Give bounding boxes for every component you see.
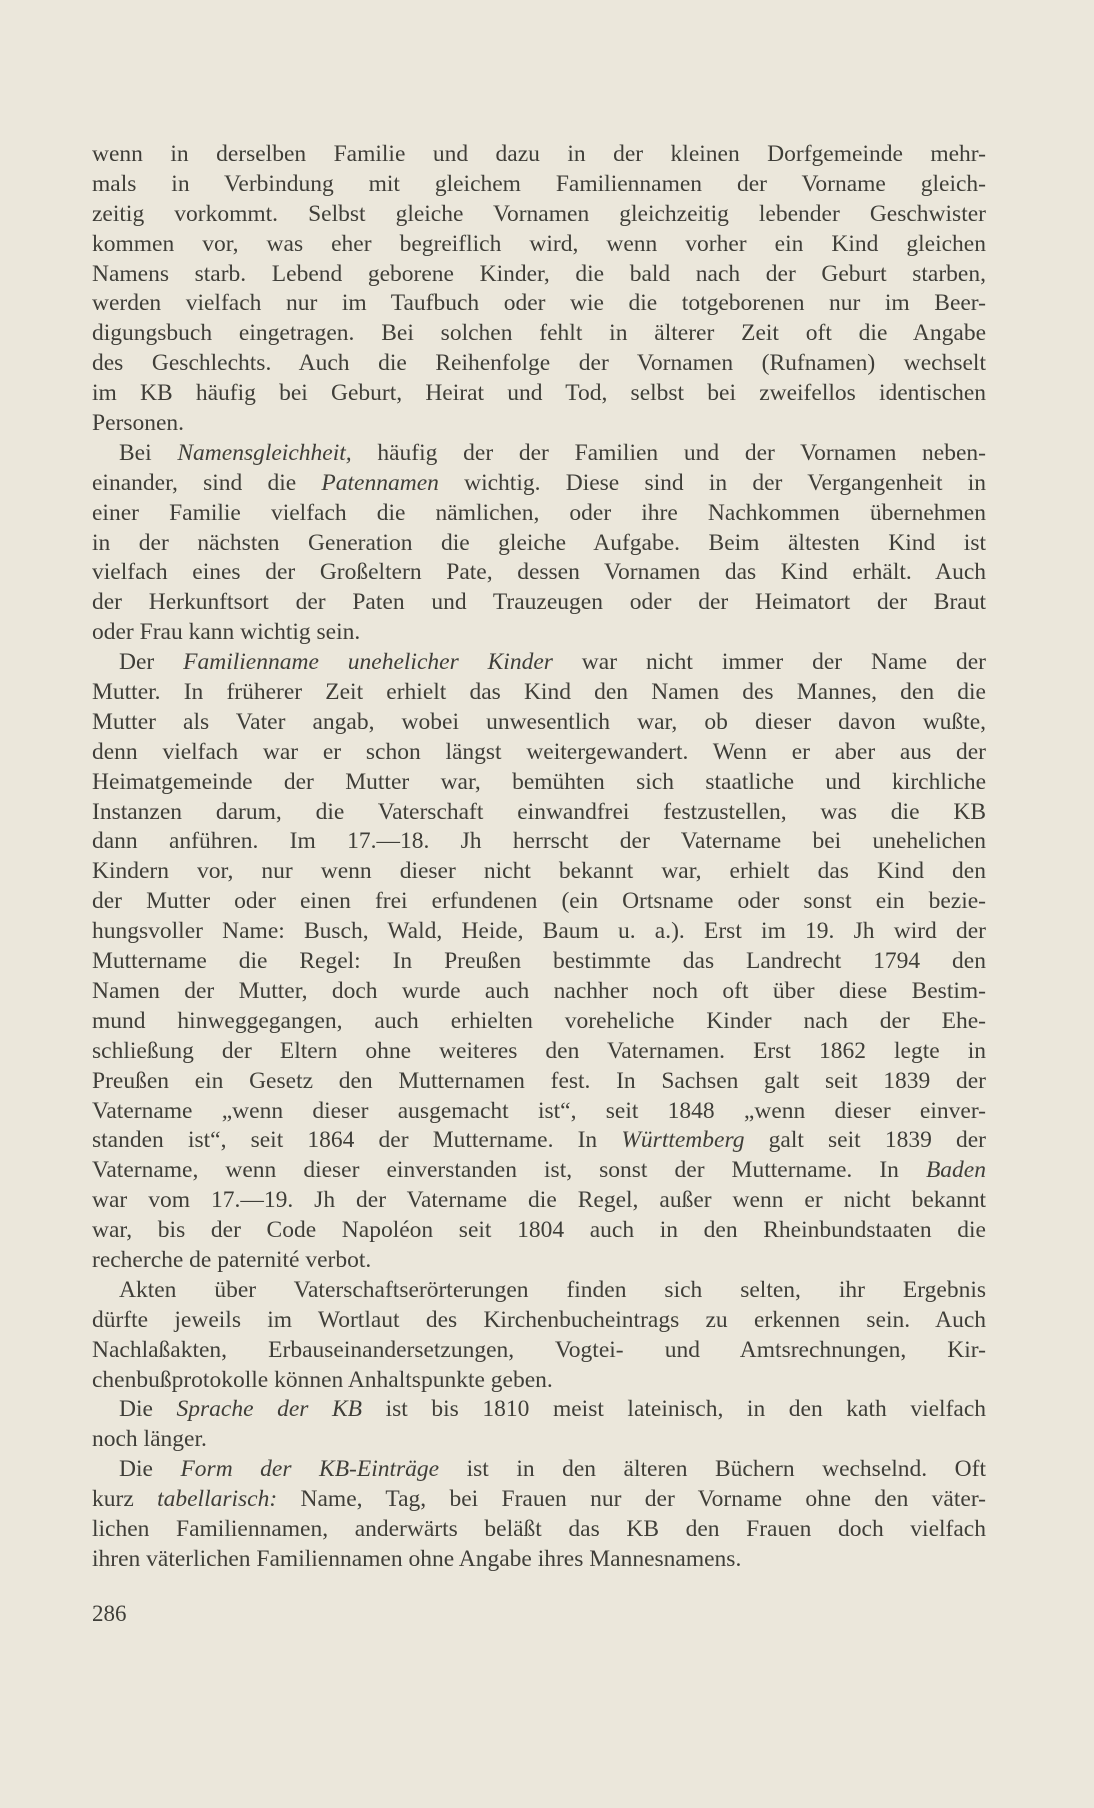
text-line [92,1515,986,1545]
text-segment: ist bis 1810 meist lateinisch, in den kath vielfach [362,1396,986,1423]
text-line [92,1485,986,1515]
text-line [92,1126,986,1156]
emphasis-text: Württemberg [621,1127,745,1154]
paragraph [92,140,986,439]
emphasis-text: Form der KB-Einträge [180,1456,440,1483]
text-line [92,798,986,828]
text-line [92,379,986,409]
text-segment: wenn in derselben Familie und dazu in der kleinen Dorfgemeinde mehr- [92,141,986,167]
text-segment: Die [119,1456,181,1483]
text-segment: Muttername die Regel: In Preußen bestimmte das Landrecht 1794 den [92,948,986,975]
text-line [92,1336,986,1366]
text-segment: wichtig. Diese sind in der Vergangenheit in [438,469,987,496]
text-line [92,439,986,469]
text-line [92,768,986,798]
text-line [92,1007,986,1037]
text-line [92,738,986,768]
text-line [92,648,986,678]
text-line [92,1037,986,1067]
paragraph [92,1276,986,1396]
text-segment: zeitig vorkommt. Selbst gleiche Vornamen gleichzeitig lebender Geschwister [92,200,986,227]
text-line [92,260,986,290]
text-segment: Name, Tag, bei Frauen nur der Vorname ohne den väter- [277,1486,986,1513]
text-segment: werden vielfach nur im Taufbuch oder wie die totgeborenen nur im Beer- [92,290,986,317]
text-line [92,349,986,379]
paragraph [92,1455,986,1575]
text-segment: einer Familie vielfach die nämlichen, oder ihre Nachkommen übernehmen [92,499,986,526]
text-line [92,917,986,947]
text-line [92,230,986,260]
text-segment: Preußen ein Gesetz den Mutternamen fest. In Sachsen galt seit 1839 der [92,1067,986,1094]
text-segment: hungsvoller Name: Busch, Wald, Heide, Baum u. a.). Erst im 19. Jh wird der [92,918,986,945]
text-line [92,319,986,349]
text-segment: noch länger. [92,1426,207,1453]
text-line [92,1156,986,1186]
text-segment: Bei [119,439,178,466]
text-line [92,529,986,559]
text-line [92,1366,986,1396]
emphasis-text: tabellarisch: [157,1486,278,1513]
text-segment: mund hinweggegangen, auch erhielten voreheliche Kinder nach der Ehe- [92,1007,986,1034]
body-text [92,140,986,1575]
text-line [92,1545,986,1575]
text-line [92,887,986,917]
paragraph [92,648,986,1276]
text-segment: Namen der Mutter, doch wurde auch nachher noch oft über diese Bestim- [92,977,986,1004]
text-segment: digungsbuch eingetragen. Bei solchen fehlt in älterer Zeit oft die Angabe [92,320,986,347]
text-line [92,708,986,738]
text-line [92,1097,986,1127]
emphasis-text: Sprache der KB [176,1396,363,1423]
text-segment: des Geschlechts. Auch die Reihenfolge der Vornamen (Rufnamen) wechselt [92,350,986,377]
text-segment: in der nächsten Generation die gleiche Aufgabe. Beim ältesten Kind ist [92,529,986,556]
text-segment: im KB häufig bei Geburt, Heirat und Tod, selbst bei zweifellos identischen [92,380,986,407]
text-segment: Personen. [92,410,185,437]
paragraph [92,439,986,648]
text-segment: war nicht immer der Name der [552,649,987,676]
text-segment: Akten über Vaterschaftserörterungen finden sich selten, ihr Ergebnis [119,1276,986,1303]
text-segment: Mutter. In früherer Zeit erhielt das Kind den Namen des Mannes, den die [92,679,986,706]
text-line [92,618,986,648]
text-segment: dürfte jeweils im Wortlaut des Kirchenbucheintrags zu erkennen sein. Auch [92,1306,986,1333]
text-segment: war vom 17.—19. Jh der Vatername die Regel, außer wenn er nicht bekannt [92,1187,986,1214]
text-line [92,588,986,618]
text-line [92,469,986,499]
text-segment: lichen Familiennamen, anderwärts beläßt das KB den Frauen doch vielfach [92,1515,986,1542]
text-line [92,678,986,708]
emphasis-text: Namensgleichheit, [177,439,352,466]
text-segment: Namens starb. Lebend geborene Kinder, die bald nach der Geburt starben, [92,260,986,287]
text-segment: Nachlaßakten, Erbauseinandersetzungen, Vogtei- und Amtsrechnungen, Kir- [92,1336,986,1363]
paragraph [92,1395,986,1455]
text-segment: Vatername, wenn dieser einverstanden ist, sonst der Muttername. In [92,1157,926,1184]
text-line [92,1395,986,1425]
text-segment: standen ist“, seit 1864 der Muttername. In [92,1127,622,1154]
text-line [92,1276,986,1306]
text-segment: schließung der Eltern ohne weiteres den Vaternamen. Erst 1862 legte in [92,1037,986,1064]
page-number: 286 [92,1601,127,1626]
text-segment: dann anführen. Im 17.—18. Jh herrscht der Vatername bei unehelichen [92,828,986,855]
text-segment: der Mutter oder einen frei erfundenen (ein Ortsname oder sonst ein bezie- [92,888,986,915]
text-segment: galt seit 1839 der [744,1127,986,1154]
text-line [92,1246,986,1276]
text-line [92,409,986,439]
text-line [92,140,986,170]
text-segment: recherche de paternité verbot. [92,1246,372,1273]
text-line [92,499,986,529]
text-segment: Mutter als Vater angab, wobei unwesentlich war, ob dieser davon wußte, [92,708,986,735]
text-segment: oder Frau kann wichtig sein. [92,619,361,646]
text-segment: Heimatgemeinde der Mutter war, bemühten sich staatliche und kirchliche [92,768,986,795]
text-segment: ihren väterlichen Familiennamen ohne Angabe ihres Mannesnamens. [92,1545,742,1572]
text-line [92,1455,986,1485]
text-line [92,1067,986,1097]
text-line [92,1425,986,1455]
text-line [92,170,986,200]
text-segment: kommen vor, was eher begreiflich wird, wenn vorher ein Kind gleichen [92,230,986,257]
text-line [92,857,986,887]
text-line [92,558,986,588]
text-segment: kurz [92,1486,158,1513]
text-line [92,1306,986,1336]
text-line [92,200,986,230]
text-segment: einander, sind die [92,469,322,496]
text-line [92,827,986,857]
emphasis-text: Patennamen [321,469,439,496]
text-segment: Instanzen darum, die Vaterschaft einwandfrei festzustellen, was die KB [92,798,986,825]
text-segment: mals in Verbindung mit gleichem Familiennamen der Vorname gleich- [92,170,986,197]
text-line [92,1216,986,1246]
text-segment: Der [119,649,184,676]
text-segment: Vatername „wenn dieser ausgemacht ist“, seit 1848 „wenn dieser einver- [92,1097,986,1124]
text-line [92,947,986,977]
text-segment: Kindern vor, nur wenn dieser nicht bekannt war, erhielt das Kind den [92,858,986,885]
text-segment: war, bis der Code Napoléon seit 1804 auch in den Rheinbundstaaten die [92,1217,986,1244]
text-line [92,289,986,319]
text-segment: vielfach eines der Großeltern Pate, dessen Vornamen das Kind erhält. Auch [92,559,986,586]
text-segment: chenbußprotokolle können Anhaltspunkte geben. [92,1366,553,1393]
text-segment: ist in den älteren Büchern wechselnd. Oft [439,1456,986,1483]
text-segment: häufig der der Familien und der Vornamen neben- [351,439,986,466]
text-segment: Die [119,1396,177,1423]
text-segment: denn vielfach war er schon längst weitergewandert. Wenn er aber aus der [92,738,986,765]
text-line [92,1186,986,1216]
text-segment: der Herkunftsort der Paten und Trauzeugen oder der Heimatort der Braut [92,589,986,616]
text-line [92,977,986,1007]
emphasis-text: Baden [925,1157,986,1184]
emphasis-text: Familienname unehelicher Kinder [183,649,553,676]
